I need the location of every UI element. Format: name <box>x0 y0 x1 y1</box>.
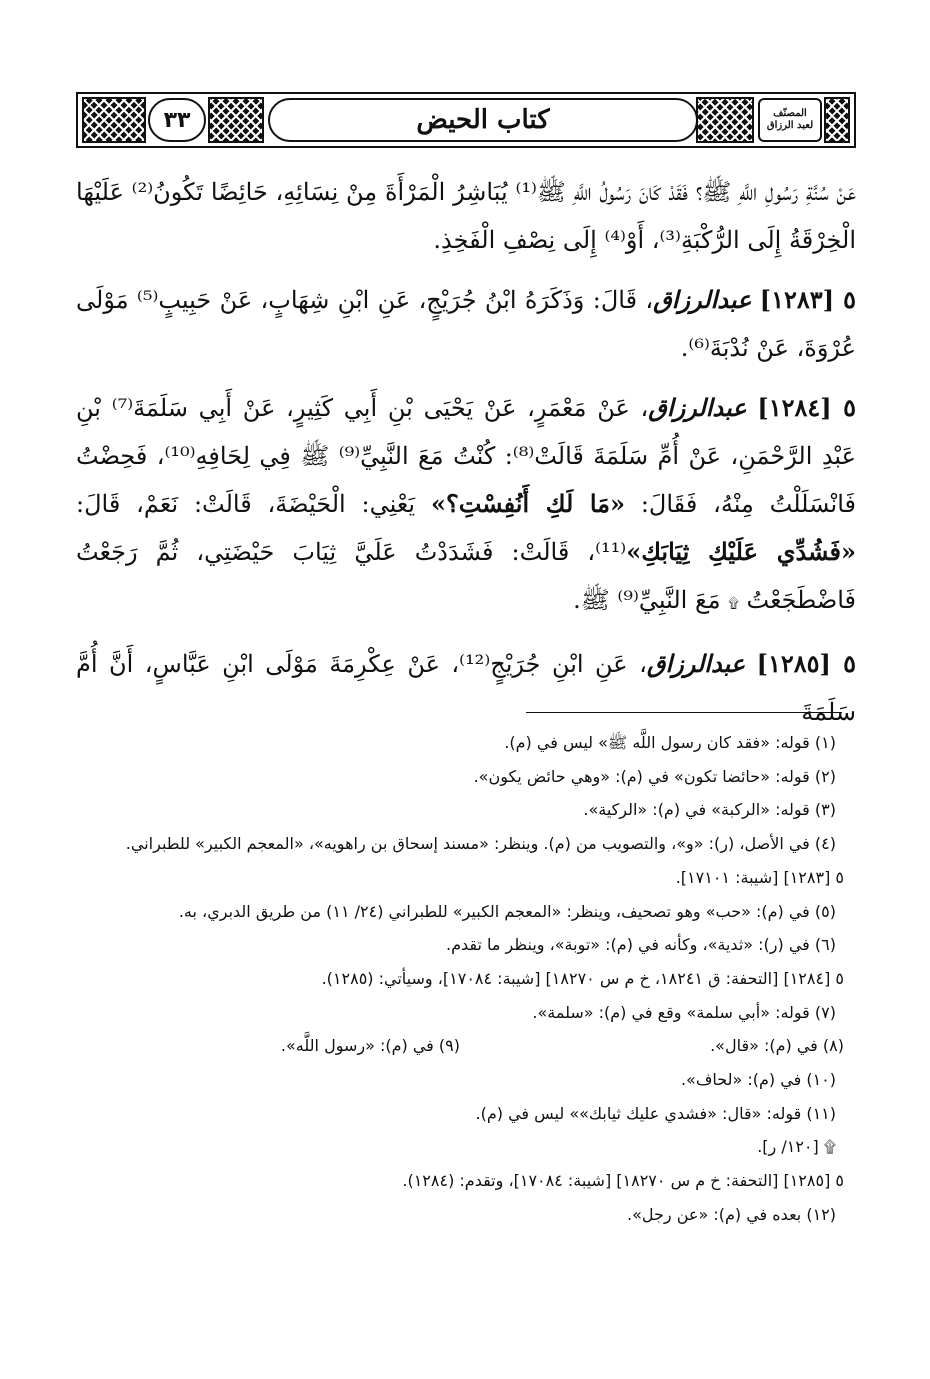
book-logo-line-2: لعبد الرزاق <box>766 120 814 131</box>
book-logo <box>758 98 822 142</box>
footnotes <box>76 726 844 1232</box>
hadith-1283 <box>76 276 856 372</box>
header-ornament-center-right <box>696 97 754 143</box>
takhrij-1284: ٥ [١٢٨٤] [التحفة: ق ١٨٢٤١، خ م س ١٨٢٧٠] [شيبة: ١٧٠٨٤]، وسيأتي: (١٢٨٥). <box>321 968 844 988</box>
hadith-text: ، عَنِ ابْنِ جُرَيْجٍ⁽¹²⁾، عَنْ عِكْرِمَةَ مَوْلَى ابْنِ عَبَّاسٍ، أَنَّ أُمَّ سَلَمَةَ <box>76 650 856 726</box>
folio-reference: ۩ [١٢٠/ ر]. <box>757 1137 836 1157</box>
hadith-text: ، عَنْ مَعْمَرٍ، عَنْ يَحْيَى بْنِ أَبِي كَثِيرٍ، عَنْ أَبِي سَلَمَةَ⁽⁷⁾ بْنِ عَبْدِ الرَّحْمَنِ، عَنْ أُمِّ سَلَمَةَ قَالَتْ⁽⁸⁾: كُنْتُ مَعَ النَّبِيِّ⁽⁹⁾ ﷺ فِي لِحَافِهِ⁽¹⁰⁾، فَحِضْتُ فَانْسَلَلْتُ مِنْهُ، فَقَالَ: <box>76 394 857 518</box>
hadith-number: ٥ [١٢٨٤] <box>757 393 856 422</box>
header-ornament-right <box>824 97 850 143</box>
narrator-name: عبدالرزاق <box>653 285 752 314</box>
footnote-6: (٦) في (ر): «ثدية»، وكأنه في (م): «توبة»، وينظر ما تقدم. <box>445 935 836 955</box>
prophet-quote: «مَا لَكِ أَنُفِسْتِ؟» <box>430 489 625 518</box>
main-text <box>76 168 856 748</box>
footnote-2: (٢) قوله: «حائضا تكون» في (م): «وهي حائض يكون». <box>473 766 836 786</box>
prophet-quote: «فَشُدِّي عَلَيْكِ ثِيَابَكِ» <box>626 537 856 566</box>
header-ornament-left <box>82 97 146 143</box>
page-header <box>76 92 856 148</box>
page-number: ٣٣ <box>163 107 191 133</box>
paragraph-continuation: عَنْ سُنَّةِ رَسُولِ اللَّهِ ﷺ؟ فَقَدْ كَانَ رَسُولُ اللَّهِ ﷺ⁽¹⁾ يُبَاشِرُ الْمَرْأَةَ مِنْ نِسَائِهِ، حَائِضًا تَكُونُ⁽²⁾ عَلَيْهَا الْخِرْقَةُ إِلَى الرُّكْبَةِ⁽³⁾، أَوْ⁽⁴⁾ إِلَى نِصْفِ الْفَخِذِ. <box>76 178 857 254</box>
hadith-1285 <box>76 640 856 736</box>
footnote-row-8-9 <box>76 1029 844 1063</box>
footnote-1: (١) قوله: «فقد كان رسول اللَّه ﷺ» ليس في (م). <box>504 733 836 752</box>
footnote-5: (٥) في (م): «حب» وهو تصحيف، وينظر: «المعجم الكبير» للطبراني (٢٤/ ١١) من طريق الدبري، به. <box>178 901 836 921</box>
page-number-frame <box>148 98 206 142</box>
narrator-name: عبدالرزاق <box>648 393 747 422</box>
hadith-number: ٥ [١٢٨٣] <box>759 285 857 314</box>
hadith-number: ٥ [١٢٨٥] <box>756 649 856 678</box>
book-logo-line-1: المصنّف <box>773 108 807 119</box>
footnote-10: (١٠) في (م): «لحاف». <box>680 1070 836 1090</box>
chapter-title-frame <box>268 98 698 142</box>
header-ornament-center-left <box>208 97 264 143</box>
takhrij-1285: ٥ [١٢٨٥] [التحفة: خ م س ١٨٢٧٠] [شيبة: ١٧٠٨٤]، وتقدم: (١٢٨٤). <box>402 1171 844 1191</box>
hadith-1284 <box>76 384 856 628</box>
folio-marker-icon: ۩ <box>728 596 739 612</box>
narrator-name: عبدالرزاق <box>646 649 746 678</box>
hadith-text: ⁽¹¹⁾، قَالَتْ: فَشَدَدْتُ عَلَيَّ ثِيَابَ حَيْضَتِي، ثُمَّ رَجَعْتُ فَاضْطَجَعْتُ <box>76 538 856 614</box>
takhrij-1283: ٥ [١٢٨٣] [شيبة: ١٧١٠١]. <box>675 867 844 887</box>
footnote-11: (١١) قوله: «قال: «فشدي عليك ثيابك»» ليس في (م). <box>475 1103 836 1123</box>
footnote-7: (٧) قوله: «أبي سلمة» وقع في (م): «سلمة». <box>532 1002 836 1022</box>
hadith-text: ، قَالَ: وَذَكَرَهُ ابْنُ جُرَيْجٍ، عَنِ ابْنِ شِهَابٍ، عَنْ حَبِيبٍ⁽⁵⁾ مَوْلَى عُرْوَةَ، عَنْ نُدْبَةَ⁽⁶⁾. <box>76 286 856 362</box>
footnote-3: (٣) قوله: «الركبة» في (م): «الركية». <box>583 800 836 820</box>
hadith-text: مَعَ النَّبِيِّ⁽⁹⁾ ﷺ. <box>573 586 721 614</box>
footnote-8: (٨) في (م): «قال». <box>710 1036 844 1056</box>
footnote-9: (٩) في (م): «رسول اللَّه». <box>280 1036 460 1056</box>
footnote-4: (٤) في الأصل، (ر): «و»، والتصويب من (م). وينظر: «مسند إسحاق بن راهويه»، «المعجم الكبير» للطبراني. <box>125 834 836 854</box>
hadith-text: يَعْنِي: الْحَيْضَةَ، قَالَتْ: نَعَمْ، قَالَ: <box>76 490 416 518</box>
footnote-12: (١٢) بعده في (م): «عن رجل». <box>627 1204 836 1224</box>
footnote-separator <box>526 712 842 713</box>
chapter-title: كتاب الحيض <box>416 105 550 135</box>
